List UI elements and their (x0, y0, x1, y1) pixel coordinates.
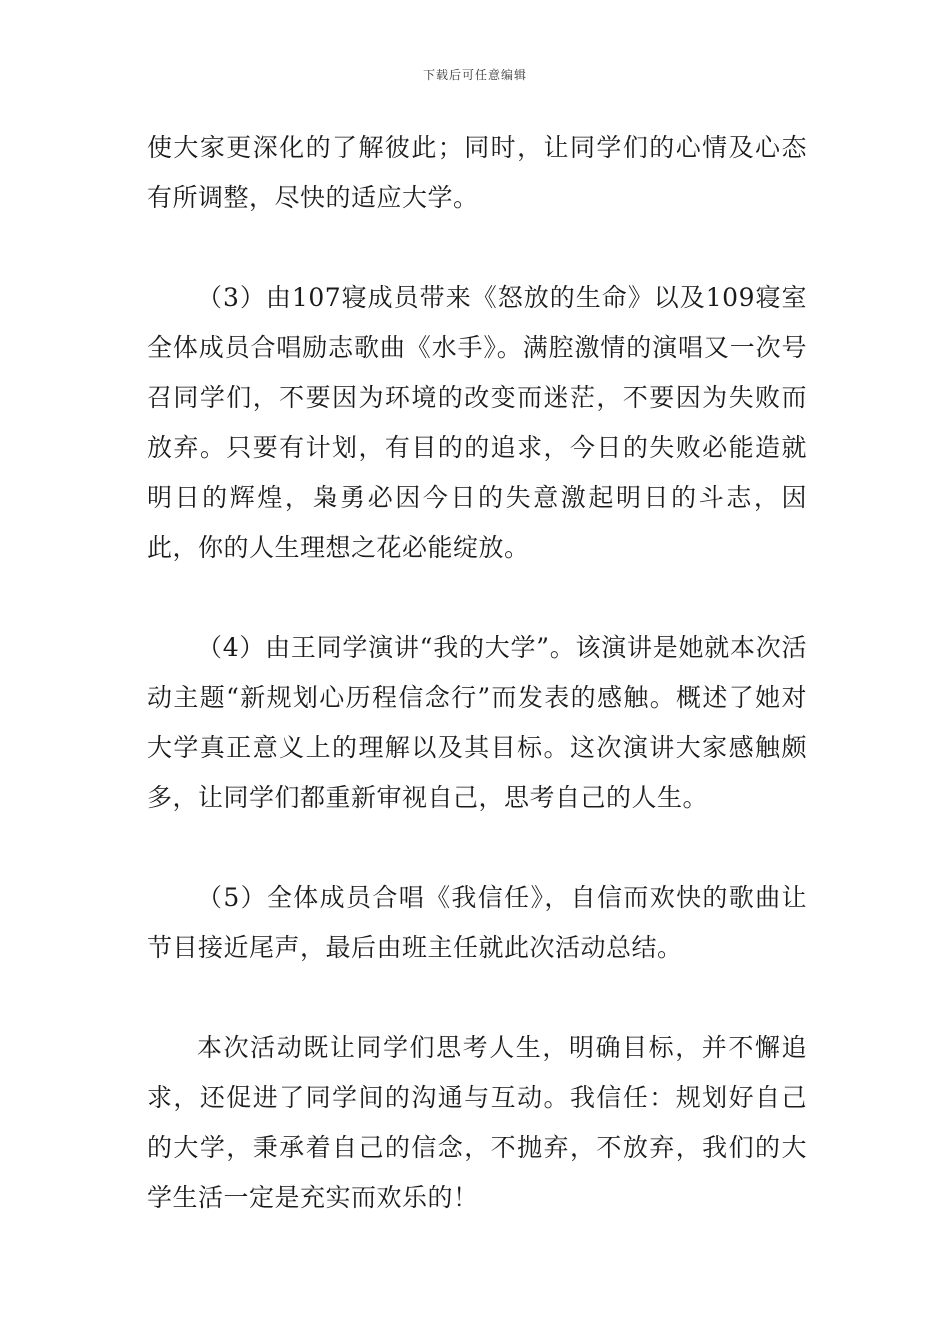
paragraph-item-3: （3）由107寝成员带来《怒放的生命》以及109寝室全体成员合唱励志歌曲《水手》。满腔激情的演唱又一次号召同学们，不要因为环境的改变而迷茫，不要因为失败而放弃。只要有计划，有目的的追求，今日的失败必能造就明日的辉煌，枭勇必因今日的失意激起明日的斗志，因此，你的人生理想之花必能绽放。 (147, 283, 807, 562)
page-header-note: 下载后可任意编辑 (422, 68, 527, 82)
paragraph-item-4: （4）由王同学演讲“我的大学”。该演讲是她就本次活动主题“新规划心历程信念行”而发表的感触。概述了她对大学真正意义上的理解以及其目标。这次演讲大家感触颇多，让同学们都重新审视自己，思考自己的人生。 (147, 633, 807, 812)
paragraph-spacer (147, 573, 807, 623)
paragraph-continuation: 使大家更深化的了解彼此；同时，让同学们的心情及心态有所调整，尽快的适应大学。 (147, 133, 807, 212)
paragraph-conclusion: 本次活动既让同学们思考人生，明确目标，并不懈追求，还促进了同学间的沟通与互动。我信任：规划好自己的大学，秉承着自己的信念，不抛弃，不放弃，我们的大学生活一定是充实而欢乐的！ (147, 1033, 807, 1212)
paragraph-spacer (147, 223, 807, 273)
document-body (147, 123, 807, 1223)
paragraph-item-5: （5）全体成员合唱《我信任》，自信而欢快的歌曲让节目接近尾声，最后由班主任就此次活动总结。 (147, 883, 807, 962)
paragraph-spacer (147, 973, 807, 1023)
paragraph-spacer (147, 823, 807, 873)
